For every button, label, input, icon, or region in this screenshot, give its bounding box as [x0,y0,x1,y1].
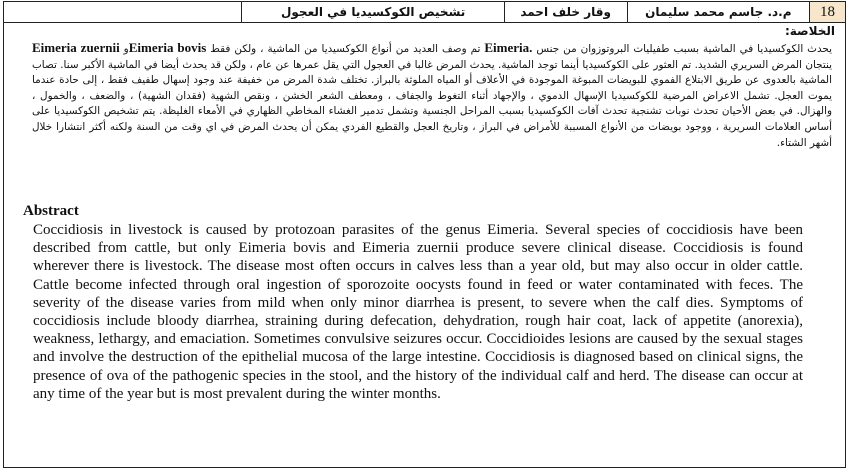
arabic-abstract-heading: الخلاصة: [784,24,835,38]
article-title: تشخيص الكوكسيديا في العجول [241,2,503,22]
genus-name: Eimeria. [484,40,533,55]
arabic-and: و [123,43,129,55]
species-zuernii: Eimeria zuernii [32,40,120,55]
species-bovis: Eimeria bovis [128,40,207,55]
page-number: 18 [809,2,845,22]
arabic-abstract-text [32,40,832,151]
arabic-text-part2: تم وصف العديد من أنواع الكوكسيديا من الماشية ، ولكن فقط [210,43,481,55]
arabic-text-part3: ينتجان المرض السريري الشديد. تم العثور على الكوكسيديا أينما توجد الماشية. يحدث المرض غالبا في العجول التي يقل عمرها عن عام ، ولكن قد يحدث أيضا في الماشية الأكبر سنا. تصاب الماشية بالعدوى عن طريق الابتلاع الفموي للبويضات المبوغة الموجودة في الأعلاف أو المياه الملوثة بالبراز. تختلف شدة المرض من خفيفة عند وجود إسهال طفيف فقط ، إلى حادة عندما يموت العجل. تشمل الاعراض المرضية للكوكسيديا الإسهال الدموي ، والإجهاد أثناء التغوط والجفاف ، ومعطف الشعر الخشن ، ونقص الشهية (فقدان الشهية) ، والضعف ، والخمول ، والهزال. في بعض الأحيان تحدث نوبات تشنجية تحدث آفات الكوكسيديا بسبب المراحل الجنسية وتشمل تدمير الغشاء المخاطي الظهاري في الأمعاء الغليظة. يتم تشخيص الكوكسيديا على أساس العلامات السريرية ، ووجود بويضات من الأنواع المسببة للأمراض في البراز ، وتاريخ العجل والقطيع الفردي يمكن أن يحدث المرض في اي وقت من السنة ولكنه أكثر انتشارا خلال أشهر الشتاء. [32,58,832,149]
english-abstract-heading: Abstract [23,203,79,219]
header-empty-cell [4,2,241,22]
header-table [3,1,846,23]
author-second: وقار خلف احمد [504,2,627,22]
arabic-text-part1: يحدث الكوكسيديا في الماشية بسبب طفيليات البروتوزوان من جنس [536,43,833,55]
author-first: م.د. جاسم محمد سليمان [627,2,810,22]
english-abstract-text: Coccidiosis in livestock is caused by protozoan parasites of the genus Eimeria. Several species of coccidiosis have been described from cattle, but only Eimeria bovis and Eimeria zuernii produce severe clinical disease. Coccidiosis is found wherever there is livestock. The disease most often occurs in calves less than a year old, but may also occur in older cattle. Cattle become infected through oral ingestion of sporozoite oocysts found in feed or water contaminated with feces. The severity of the disease varies from mild when only minor diarrhea is present, to severe when the calf dies. Symptoms of coccidiosis include bloody diarrhea, straining during defecation, dehydration, rough hair coat, lack of appetite (anorexia), weakness, lethargy, and emaciation. Sometimes convulsive seizures occur. Coccidioides lesions are caused by the sexual stages and involve the destruction of the epithelial mucosa of the large intestine. Coccidiosis is diagnosed based on clinical signs, the presence of ova of the pathogenic species in the stool, and the history of the individual calf and herd. The disease can occur at any time of the year but is most prevalent during the winter months. [33,222,803,402]
